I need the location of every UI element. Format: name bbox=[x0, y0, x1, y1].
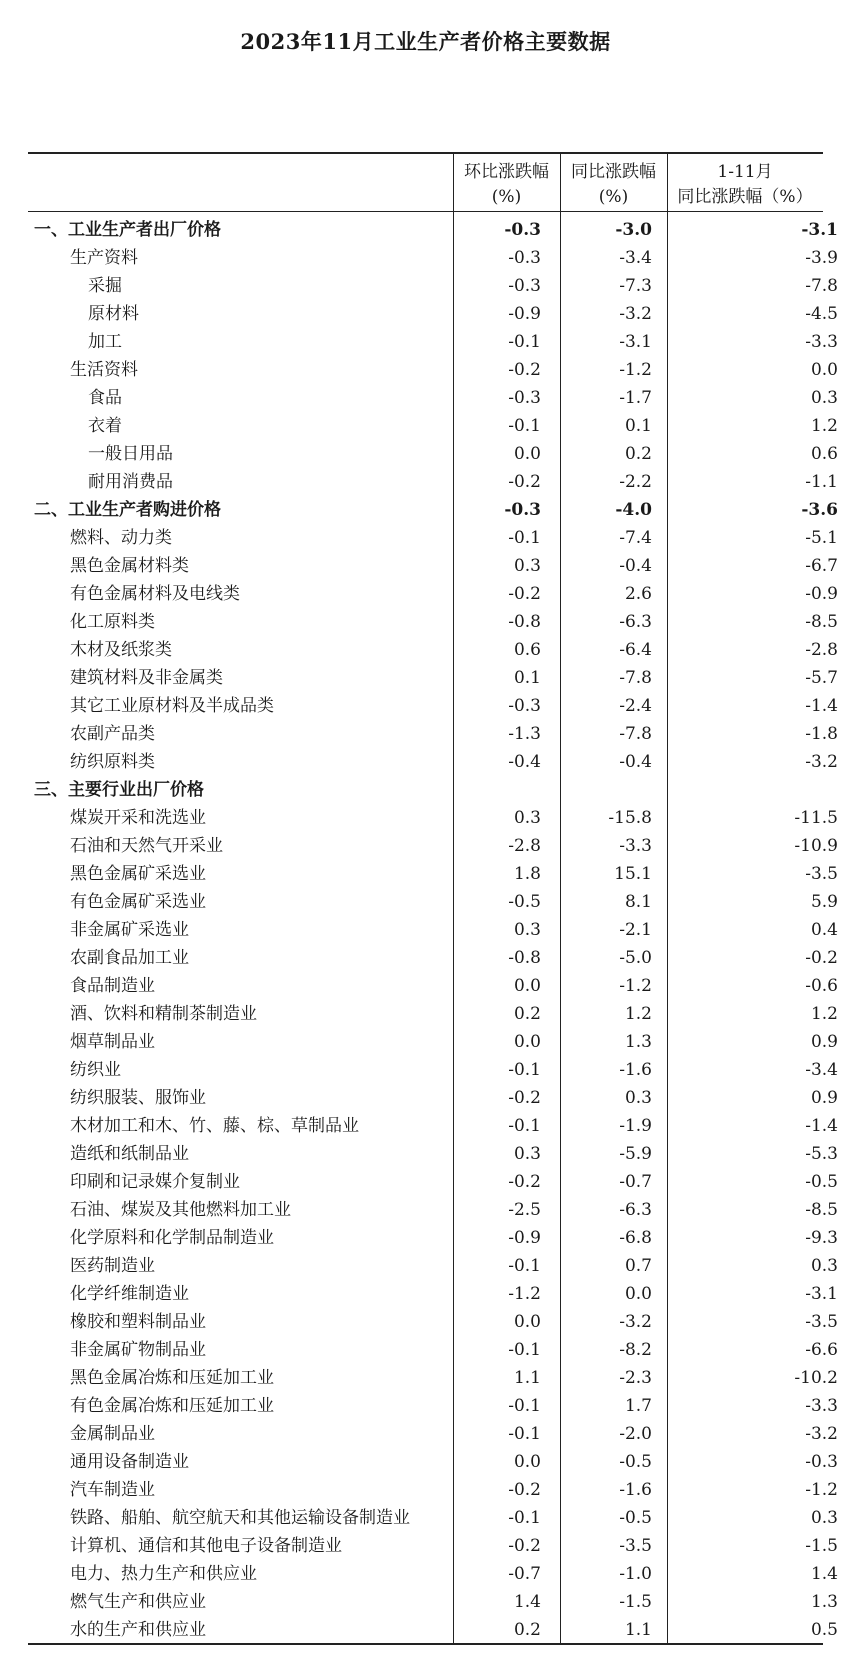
cell-yoy: -4.0 bbox=[615, 500, 652, 520]
cell-yoy: -1.6 bbox=[619, 1060, 652, 1080]
cell-mom: -0.9 bbox=[508, 1228, 541, 1248]
column-header-ytd-line1: 1-11月 bbox=[717, 162, 773, 182]
cell-mom: -0.3 bbox=[504, 500, 541, 520]
table-row bbox=[28, 524, 838, 552]
row-label: 耐用消费品 bbox=[88, 472, 173, 492]
cell-yoy: -3.4 bbox=[619, 248, 652, 268]
cell-ytd: 0.9 bbox=[810, 1088, 838, 1108]
table-row bbox=[28, 580, 838, 608]
cell-mom: 0.0 bbox=[513, 1312, 541, 1332]
row-label: 石油、煤炭及其他燃料加工业 bbox=[70, 1200, 291, 1220]
table-row bbox=[28, 1028, 838, 1056]
cell-mom: -0.2 bbox=[508, 584, 541, 604]
cell-mom: -1.3 bbox=[508, 724, 541, 744]
cell-yoy: -5.0 bbox=[619, 948, 652, 968]
cell-ytd: 1.4 bbox=[810, 1564, 838, 1584]
column-header-yoy-line2: (%) bbox=[598, 187, 629, 207]
cell-yoy: 1.7 bbox=[624, 1396, 652, 1416]
row-label: 燃气生产和供应业 bbox=[70, 1592, 206, 1612]
cell-yoy: -6.8 bbox=[619, 1228, 652, 1248]
cell-ytd: 5.9 bbox=[810, 892, 838, 912]
cell-ytd: -0.2 bbox=[805, 948, 838, 968]
cell-yoy: -8.2 bbox=[619, 1340, 652, 1360]
row-label: 农副食品加工业 bbox=[70, 948, 189, 968]
row-label: 食品 bbox=[88, 388, 122, 408]
cell-mom: -0.3 bbox=[508, 276, 541, 296]
row-label: 酒、饮料和精制茶制造业 bbox=[70, 1004, 257, 1024]
row-label: 原材料 bbox=[88, 304, 139, 324]
cell-mom: 0.3 bbox=[513, 808, 541, 828]
table-row bbox=[28, 1504, 838, 1532]
table-row bbox=[28, 888, 838, 916]
cell-mom: -0.2 bbox=[508, 472, 541, 492]
cell-ytd: -0.5 bbox=[805, 1172, 838, 1192]
cell-yoy: -0.5 bbox=[619, 1508, 652, 1528]
column-header-mom-line2: (%) bbox=[491, 187, 522, 207]
row-label: 衣着 bbox=[88, 416, 122, 436]
row-label: 橡胶和塑料制品业 bbox=[70, 1312, 206, 1332]
table-row bbox=[28, 440, 838, 468]
cell-yoy: -2.4 bbox=[619, 696, 652, 716]
row-label: 木材加工和木、竹、藤、棕、草制品业 bbox=[70, 1116, 359, 1136]
column-header-ytd bbox=[667, 160, 823, 208]
cell-yoy: -1.2 bbox=[619, 976, 652, 996]
table-row bbox=[28, 692, 838, 720]
cell-yoy: 1.1 bbox=[624, 1620, 652, 1640]
cell-mom: -0.2 bbox=[508, 1088, 541, 1108]
cell-mom: 1.4 bbox=[513, 1592, 541, 1612]
cell-mom: -0.3 bbox=[508, 248, 541, 268]
column-header-mom-line1: 环比涨跌幅 bbox=[464, 162, 549, 182]
column-header-ytd-line2: 同比涨跌幅（%） bbox=[677, 187, 813, 207]
row-label: 电力、热力生产和供应业 bbox=[70, 1564, 257, 1584]
cell-mom: -0.1 bbox=[508, 1508, 541, 1528]
page-title: 2023年11月工业生产者价格主要数据 bbox=[240, 29, 611, 54]
column-header-yoy-line1: 同比涨跌幅 bbox=[571, 162, 656, 182]
row-label: 化学纤维制造业 bbox=[70, 1284, 189, 1304]
cell-ytd: -5.1 bbox=[805, 528, 838, 548]
cell-yoy: -1.0 bbox=[619, 1564, 652, 1584]
row-label: 水的生产和供应业 bbox=[70, 1620, 206, 1640]
cell-mom: -0.2 bbox=[508, 1536, 541, 1556]
row-label: 生产资料 bbox=[70, 248, 138, 268]
row-label: 非金属矿采选业 bbox=[70, 920, 189, 940]
table-row bbox=[28, 328, 838, 356]
cell-mom: 0.0 bbox=[513, 1452, 541, 1472]
row-label: 加工 bbox=[88, 332, 122, 352]
cell-ytd: -1.4 bbox=[805, 1116, 838, 1136]
table-row bbox=[28, 216, 838, 244]
cell-ytd: -3.5 bbox=[805, 864, 838, 884]
row-label: 铁路、船舶、航空航天和其他运输设备制造业 bbox=[70, 1508, 410, 1528]
table-row bbox=[28, 860, 838, 888]
table-row bbox=[28, 1448, 838, 1476]
cell-mom: -0.1 bbox=[508, 1340, 541, 1360]
cell-ytd: -3.1 bbox=[801, 220, 838, 240]
cell-ytd: -3.1 bbox=[805, 1284, 838, 1304]
cell-mom: 0.2 bbox=[513, 1620, 541, 1640]
cell-ytd: -6.7 bbox=[805, 556, 838, 576]
row-label: 通用设备制造业 bbox=[70, 1452, 189, 1472]
cell-yoy: -3.2 bbox=[619, 304, 652, 324]
cell-mom: -0.3 bbox=[504, 220, 541, 240]
cell-yoy: -6.4 bbox=[619, 640, 652, 660]
table-row bbox=[28, 1476, 838, 1504]
cell-yoy: 15.1 bbox=[614, 864, 652, 884]
cell-mom: -0.3 bbox=[508, 696, 541, 716]
cell-mom: -0.1 bbox=[508, 416, 541, 436]
row-label: 农副产品类 bbox=[70, 724, 155, 744]
cell-mom: 1.8 bbox=[513, 864, 541, 884]
cell-ytd: -5.7 bbox=[805, 668, 838, 688]
cell-yoy: -2.1 bbox=[619, 920, 652, 940]
table-row bbox=[28, 1392, 838, 1420]
row-label: 三、主要行业出厂价格 bbox=[34, 780, 204, 800]
table-row bbox=[28, 1196, 838, 1224]
cell-mom: -0.1 bbox=[508, 1396, 541, 1416]
cell-yoy: -1.6 bbox=[619, 1480, 652, 1500]
cell-mom: -0.5 bbox=[508, 892, 541, 912]
table-row bbox=[28, 1224, 838, 1252]
table-row bbox=[28, 1588, 838, 1616]
cell-yoy: -5.9 bbox=[619, 1144, 652, 1164]
cell-yoy: 0.2 bbox=[624, 444, 652, 464]
cell-ytd: -1.8 bbox=[805, 724, 838, 744]
cell-ytd: -5.3 bbox=[805, 1144, 838, 1164]
cell-mom: 0.2 bbox=[513, 1004, 541, 1024]
cell-yoy: 0.7 bbox=[624, 1256, 652, 1276]
table-row bbox=[28, 832, 838, 860]
table-row bbox=[28, 552, 838, 580]
row-label: 一般日用品 bbox=[88, 444, 173, 464]
cell-yoy: 1.3 bbox=[624, 1032, 652, 1052]
row-label: 计算机、通信和其他电子设备制造业 bbox=[70, 1536, 342, 1556]
cell-mom: 0.3 bbox=[513, 556, 541, 576]
cell-mom: -0.4 bbox=[508, 752, 541, 772]
cell-ytd: -9.3 bbox=[805, 1228, 838, 1248]
cell-ytd: -2.8 bbox=[805, 640, 838, 660]
row-label: 汽车制造业 bbox=[70, 1480, 155, 1500]
cell-yoy: -2.2 bbox=[619, 472, 652, 492]
cell-mom: -0.8 bbox=[508, 612, 541, 632]
cell-yoy: 0.3 bbox=[624, 1088, 652, 1108]
table-row bbox=[28, 356, 838, 384]
cell-mom: 0.0 bbox=[513, 1032, 541, 1052]
row-label: 建筑材料及非金属类 bbox=[70, 668, 223, 688]
cell-yoy: -1.9 bbox=[619, 1116, 652, 1136]
table-row bbox=[28, 972, 838, 1000]
cell-mom: -0.8 bbox=[508, 948, 541, 968]
cell-ytd: -8.5 bbox=[805, 612, 838, 632]
row-label: 化工原料类 bbox=[70, 612, 155, 632]
cell-mom: 0.1 bbox=[513, 668, 541, 688]
cell-yoy: -1.2 bbox=[619, 360, 652, 380]
cell-mom: 1.1 bbox=[513, 1368, 541, 1388]
table-row bbox=[28, 1336, 838, 1364]
cell-mom: -0.1 bbox=[508, 1116, 541, 1136]
row-label: 其它工业原材料及半成品类 bbox=[70, 696, 274, 716]
cell-ytd: -3.5 bbox=[805, 1312, 838, 1332]
cell-mom: -2.8 bbox=[508, 836, 541, 856]
row-label: 木材及纸浆类 bbox=[70, 640, 172, 660]
cell-mom: -0.2 bbox=[508, 1172, 541, 1192]
table-row bbox=[28, 1308, 838, 1336]
row-label: 金属制品业 bbox=[70, 1424, 155, 1444]
table-row bbox=[28, 1616, 838, 1644]
row-label: 煤炭开采和洗选业 bbox=[70, 808, 206, 828]
row-label: 纺织业 bbox=[70, 1060, 121, 1080]
cell-mom: -0.9 bbox=[508, 304, 541, 324]
cell-mom: -0.1 bbox=[508, 1424, 541, 1444]
cell-ytd: 0.0 bbox=[810, 360, 838, 380]
cell-yoy: -1.7 bbox=[619, 388, 652, 408]
row-label: 非金属矿物制品业 bbox=[70, 1340, 206, 1360]
cell-yoy: 8.1 bbox=[624, 892, 652, 912]
row-label: 纺织服装、服饰业 bbox=[70, 1088, 206, 1108]
cell-yoy: -7.8 bbox=[619, 724, 652, 744]
row-label: 二、工业生产者购进价格 bbox=[34, 500, 221, 520]
table-header-rule bbox=[28, 211, 823, 212]
cell-mom: -0.2 bbox=[508, 360, 541, 380]
row-label: 有色金属冶炼和压延加工业 bbox=[70, 1396, 274, 1416]
table-row bbox=[28, 272, 838, 300]
cell-ytd: 0.9 bbox=[810, 1032, 838, 1052]
table-row bbox=[28, 664, 838, 692]
row-label: 黑色金属矿采选业 bbox=[70, 864, 206, 884]
row-label: 黑色金属冶炼和压延加工业 bbox=[70, 1368, 274, 1388]
cell-mom: -0.2 bbox=[508, 1480, 541, 1500]
table-row bbox=[28, 1560, 838, 1588]
row-label: 石油和天然气开采业 bbox=[70, 836, 223, 856]
table-row bbox=[28, 608, 838, 636]
cell-yoy: -0.5 bbox=[619, 1452, 652, 1472]
cell-yoy: 1.2 bbox=[624, 1004, 652, 1024]
cell-ytd: 0.5 bbox=[810, 1620, 838, 1640]
cell-yoy: -0.4 bbox=[619, 556, 652, 576]
table-row bbox=[28, 776, 823, 804]
cell-ytd: 0.4 bbox=[810, 920, 838, 940]
cell-mom: -1.2 bbox=[508, 1284, 541, 1304]
cell-mom: -0.1 bbox=[508, 1060, 541, 1080]
table-row bbox=[28, 412, 838, 440]
cell-yoy: -2.0 bbox=[619, 1424, 652, 1444]
cell-mom: -2.5 bbox=[508, 1200, 541, 1220]
cell-yoy: -0.4 bbox=[619, 752, 652, 772]
table-row bbox=[28, 1000, 838, 1028]
row-label: 化学原料和化学制品制造业 bbox=[70, 1228, 274, 1248]
cell-yoy: -2.3 bbox=[619, 1368, 652, 1388]
cell-mom: 0.6 bbox=[513, 640, 541, 660]
row-label: 有色金属材料及电线类 bbox=[70, 584, 240, 604]
cell-yoy: 2.6 bbox=[624, 584, 652, 604]
row-label: 纺织原料类 bbox=[70, 752, 155, 772]
table-row bbox=[28, 1420, 838, 1448]
table-row bbox=[28, 916, 838, 944]
cell-ytd: -0.6 bbox=[805, 976, 838, 996]
cell-ytd: -8.5 bbox=[805, 1200, 838, 1220]
table-body bbox=[28, 216, 838, 1644]
cell-ytd: 1.2 bbox=[810, 416, 838, 436]
cell-mom: -0.1 bbox=[508, 332, 541, 352]
cell-ytd: -4.5 bbox=[805, 304, 838, 324]
cell-ytd: -3.3 bbox=[805, 332, 838, 352]
table-row bbox=[28, 300, 838, 328]
column-header-mom bbox=[453, 160, 560, 208]
cell-ytd: -3.2 bbox=[805, 752, 838, 772]
cell-yoy: 0.1 bbox=[624, 416, 652, 436]
row-label: 印刷和记录媒介复制业 bbox=[70, 1172, 240, 1192]
row-label: 采掘 bbox=[88, 276, 122, 296]
table-row bbox=[28, 384, 838, 412]
cell-mom: 0.3 bbox=[513, 920, 541, 940]
cell-mom: 0.0 bbox=[513, 444, 541, 464]
cell-mom: -0.1 bbox=[508, 528, 541, 548]
table-row bbox=[28, 496, 838, 524]
cell-ytd: -3.2 bbox=[805, 1424, 838, 1444]
cell-mom: 0.0 bbox=[513, 976, 541, 996]
cell-ytd: -3.4 bbox=[805, 1060, 838, 1080]
cell-yoy: -7.4 bbox=[619, 528, 652, 548]
table-row bbox=[28, 468, 838, 496]
row-label: 生活资料 bbox=[70, 360, 138, 380]
row-label: 烟草制品业 bbox=[70, 1032, 155, 1052]
cell-ytd: -3.3 bbox=[805, 1396, 838, 1416]
row-label: 医药制造业 bbox=[70, 1256, 155, 1276]
table-row bbox=[28, 1140, 838, 1168]
cell-yoy: -3.3 bbox=[619, 836, 652, 856]
cell-ytd: 0.6 bbox=[810, 444, 838, 464]
table-row bbox=[28, 748, 838, 776]
table-row bbox=[28, 944, 838, 972]
table-row bbox=[28, 1056, 838, 1084]
cell-yoy: -3.2 bbox=[619, 1312, 652, 1332]
cell-ytd: 0.3 bbox=[810, 388, 838, 408]
cell-ytd: -3.9 bbox=[805, 248, 838, 268]
row-label: 造纸和纸制品业 bbox=[70, 1144, 189, 1164]
row-label: 食品制造业 bbox=[70, 976, 155, 996]
cell-mom: -0.3 bbox=[508, 388, 541, 408]
cell-mom: 0.3 bbox=[513, 1144, 541, 1164]
cell-ytd: -1.5 bbox=[805, 1536, 838, 1556]
row-label: 燃料、动力类 bbox=[70, 528, 172, 548]
cell-ytd: -7.8 bbox=[805, 276, 838, 296]
cell-yoy: -6.3 bbox=[619, 612, 652, 632]
cell-ytd: 0.3 bbox=[810, 1508, 838, 1528]
column-header-yoy bbox=[560, 160, 667, 208]
cell-mom: -0.1 bbox=[508, 1256, 541, 1276]
cell-yoy: 0.0 bbox=[624, 1284, 652, 1304]
cell-ytd: -10.2 bbox=[794, 1368, 838, 1388]
table-row bbox=[28, 720, 838, 748]
cell-ytd: -1.4 bbox=[805, 696, 838, 716]
table-row bbox=[28, 636, 838, 664]
cell-yoy: -3.5 bbox=[619, 1536, 652, 1556]
table-row bbox=[28, 804, 838, 832]
cell-ytd: -3.6 bbox=[801, 500, 838, 520]
cell-yoy: -1.5 bbox=[619, 1592, 652, 1612]
cell-ytd: -1.1 bbox=[805, 472, 838, 492]
table-row bbox=[28, 244, 838, 272]
table-row bbox=[28, 1252, 838, 1280]
row-label: 一、工业生产者出厂价格 bbox=[34, 220, 221, 240]
cell-yoy: -7.8 bbox=[619, 668, 652, 688]
cell-yoy: -7.3 bbox=[619, 276, 652, 296]
table-row bbox=[28, 1168, 838, 1196]
cell-ytd: -0.3 bbox=[805, 1452, 838, 1472]
table-row bbox=[28, 1112, 838, 1140]
cell-yoy: -3.0 bbox=[615, 220, 652, 240]
cell-ytd: -11.5 bbox=[794, 808, 838, 828]
table-row bbox=[28, 1364, 838, 1392]
table-top-rule bbox=[28, 152, 823, 154]
table-row bbox=[28, 1532, 838, 1560]
row-label: 有色金属矿采选业 bbox=[70, 892, 206, 912]
cell-ytd: 1.2 bbox=[810, 1004, 838, 1024]
row-label: 黑色金属材料类 bbox=[70, 556, 189, 576]
cell-ytd: -10.9 bbox=[794, 836, 838, 856]
cell-yoy: -6.3 bbox=[619, 1200, 652, 1220]
cell-mom: -0.7 bbox=[508, 1564, 541, 1584]
cell-ytd: 0.3 bbox=[810, 1256, 838, 1276]
cell-yoy: -0.7 bbox=[619, 1172, 652, 1192]
cell-ytd: 1.3 bbox=[810, 1592, 838, 1612]
table-row bbox=[28, 1084, 838, 1112]
cell-ytd: -1.2 bbox=[805, 1480, 838, 1500]
cell-yoy: -15.8 bbox=[608, 808, 652, 828]
cell-ytd: -6.6 bbox=[805, 1340, 838, 1360]
table-row bbox=[28, 1280, 838, 1308]
cell-ytd: -0.9 bbox=[805, 584, 838, 604]
cell-yoy: -3.1 bbox=[619, 332, 652, 352]
